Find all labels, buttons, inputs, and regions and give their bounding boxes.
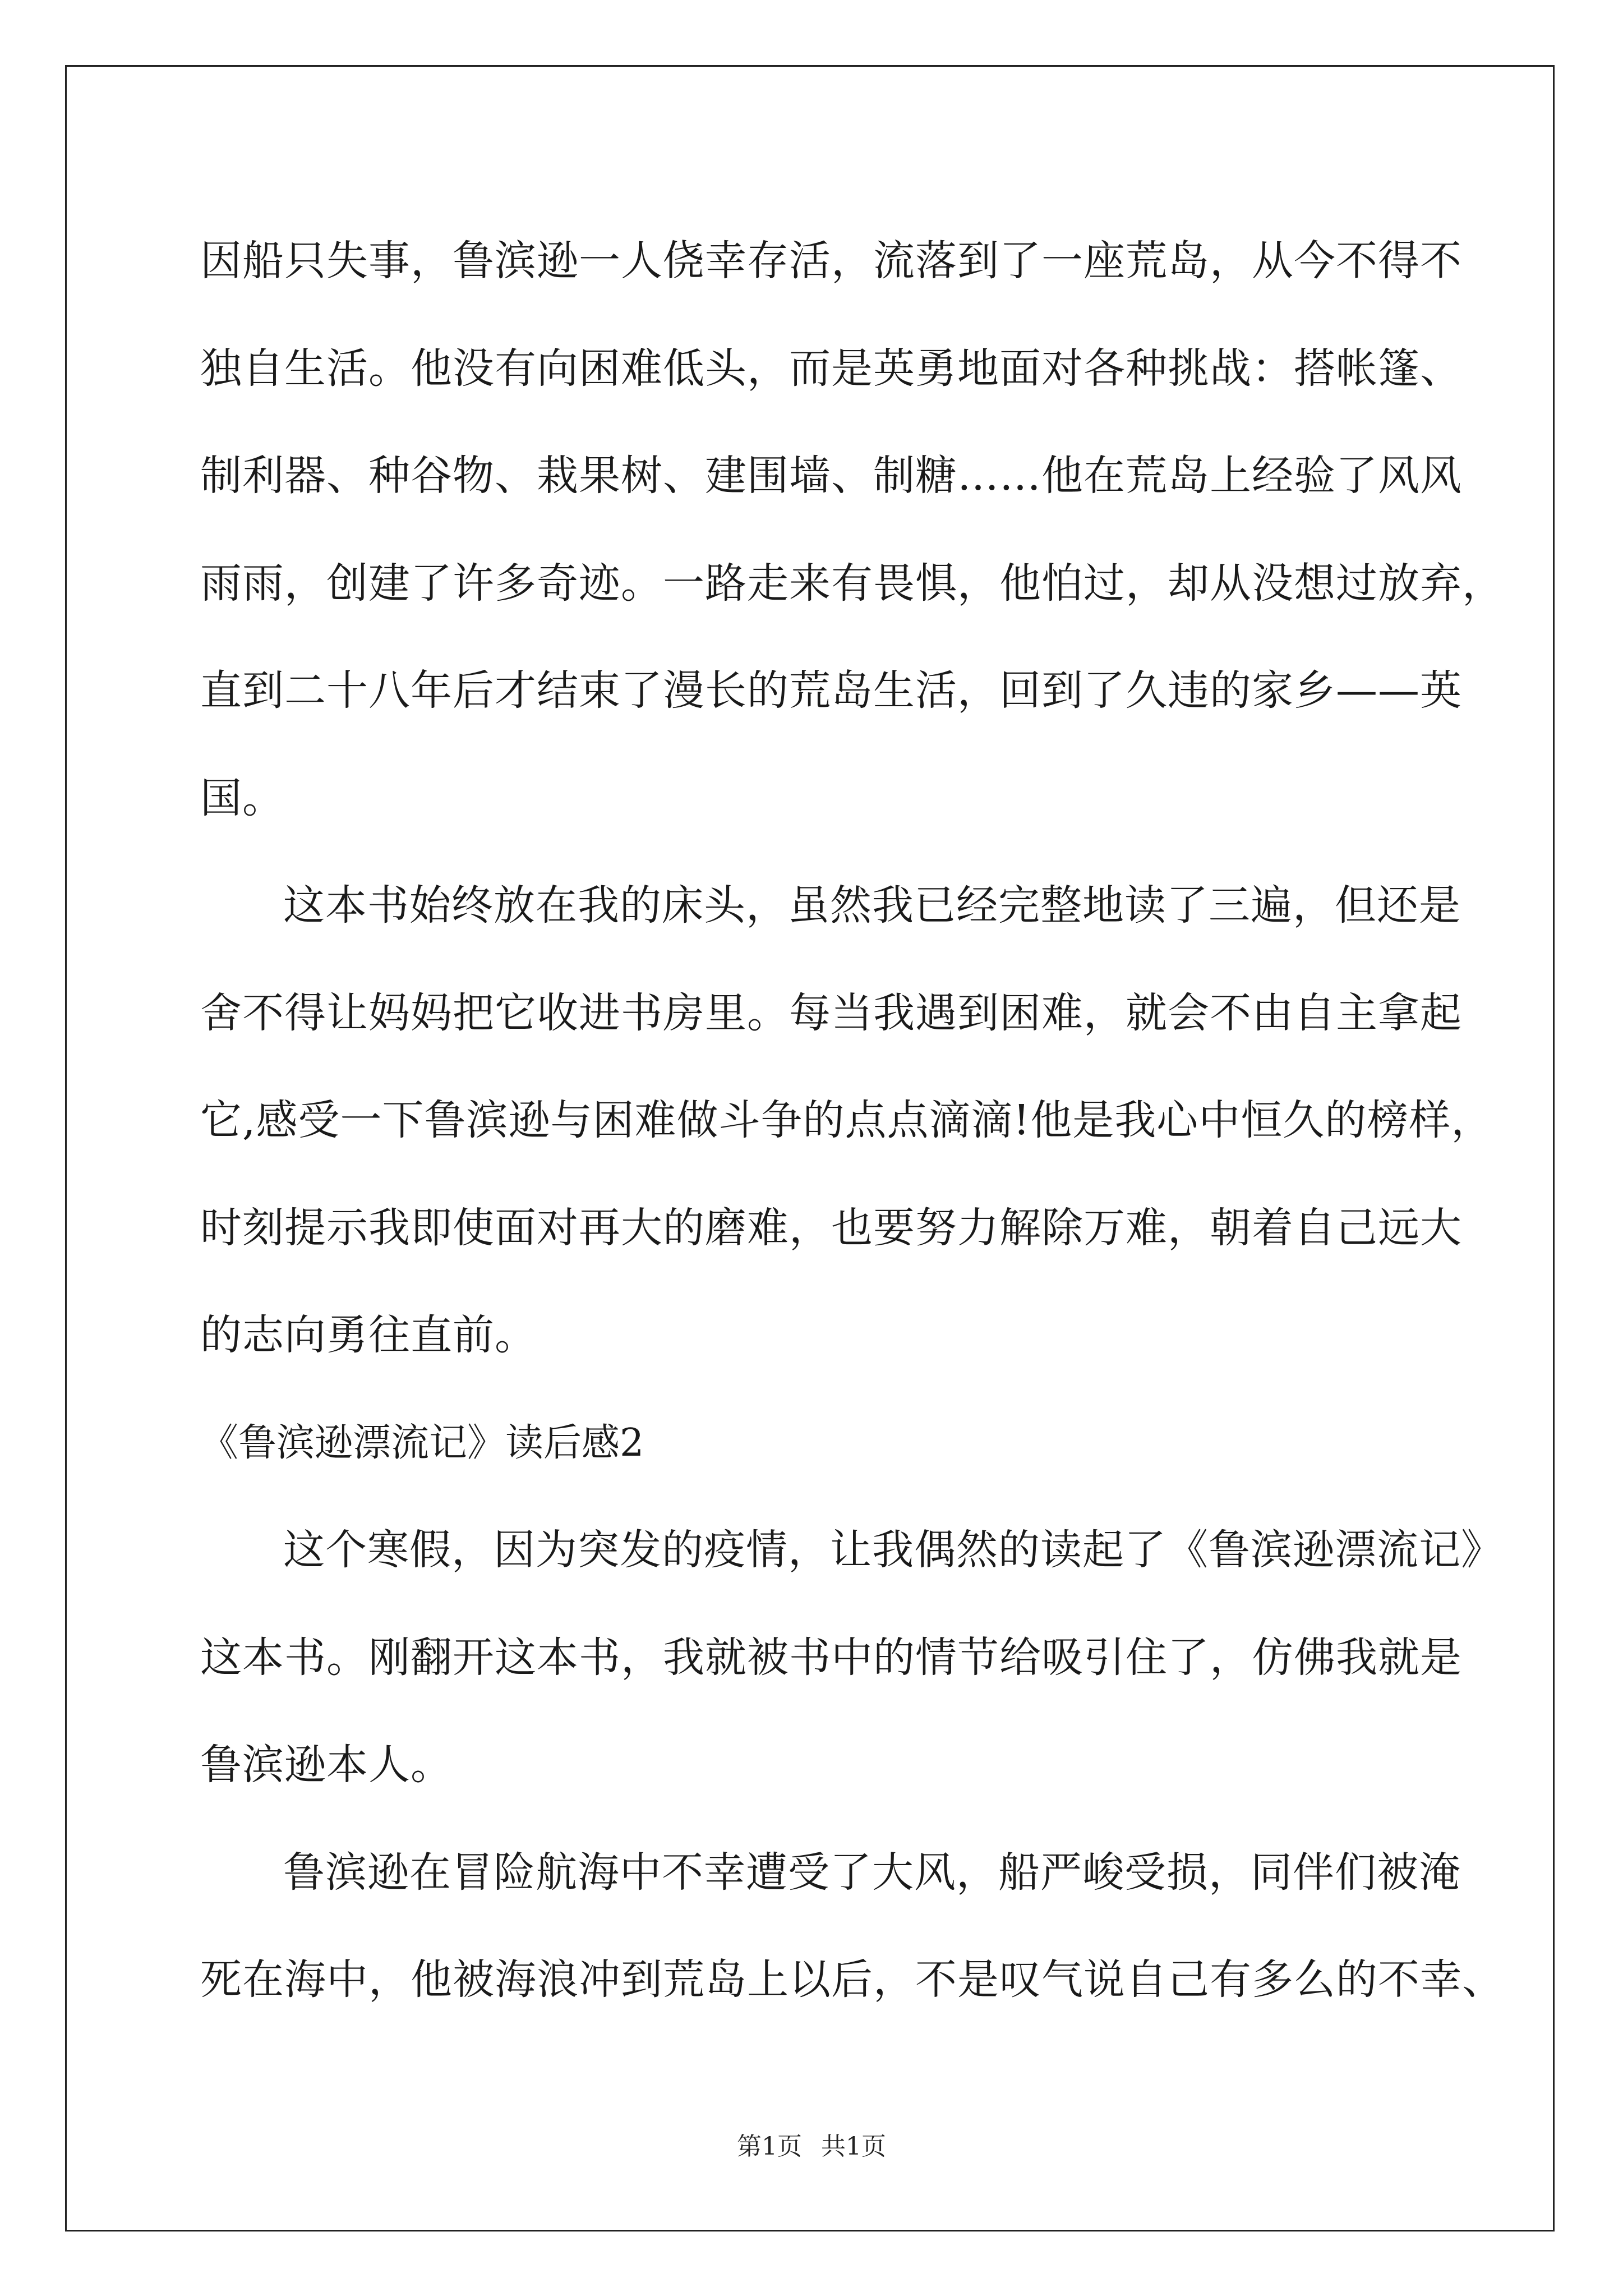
page-total: 共1页	[821, 2132, 886, 2161]
text-line: 这个寒假，因为突发的疫情，让我偶然的读起了《鲁滨逊漂流记》	[283, 1526, 1503, 1574]
text-line: 独自生活。他没有向困难低头，而是英勇地面对各种挑战：搭帐篷、	[200, 344, 1462, 393]
page-number: 第1页	[737, 2132, 802, 2161]
text-line: 这本书始终放在我的床头，虽然我已经完整地读了三遍，但还是	[283, 881, 1461, 930]
text-line: 制利器、种谷物、栽果树、建围墙、制糖……他在荒岛上经验了风风	[200, 452, 1462, 500]
text-line: 它,感受一下鲁滨逊与困难做斗争的点点滴滴!他是我心中恒久的榜样，	[200, 1096, 1493, 1144]
section-heading: 《鲁滨逊漂流记》读后感2	[200, 1420, 644, 1465]
text-line: 死在海中，他被海浪冲到荒岛上以后，不是叹气说自己有多么的不幸、	[200, 1955, 1504, 2004]
text-line: 的志向勇往直前。	[200, 1311, 537, 1359]
page-footer	[0, 2126, 1623, 2162]
text-line: 因船只失事，鲁滨逊一人侥幸存活，流落到了一座荒岛，从今不得不	[200, 237, 1462, 285]
text-line: 鲁滨逊本人。	[200, 1741, 453, 1789]
text-line: 这本书。刚翻开这本书，我就被书中的情节给吸引住了，仿佛我就是	[200, 1633, 1462, 1682]
text-line: 舍不得让妈妈把它收进书房里。每当我遇到困难，就会不由自主拿起	[200, 988, 1462, 1037]
text-line: 鲁滨逊在冒险航海中不幸遭受了大风，船严峻受损，同伴们被淹	[283, 1848, 1461, 1897]
document-body	[200, 208, 1504, 2034]
text-line: 直到二十八年后才结束了漫长的荒岛生活，回到了久违的家乡——英	[200, 666, 1462, 715]
text-line: 时刻提示我即使面对再大的磨难，也要努力解除万难，朝着自己远大	[200, 1203, 1462, 1252]
text-line: 国。	[200, 774, 284, 822]
text-line: 雨雨，创建了许多奇迹。一路走来有畏惧，他怕过，却从没想过放弃，	[200, 559, 1504, 608]
